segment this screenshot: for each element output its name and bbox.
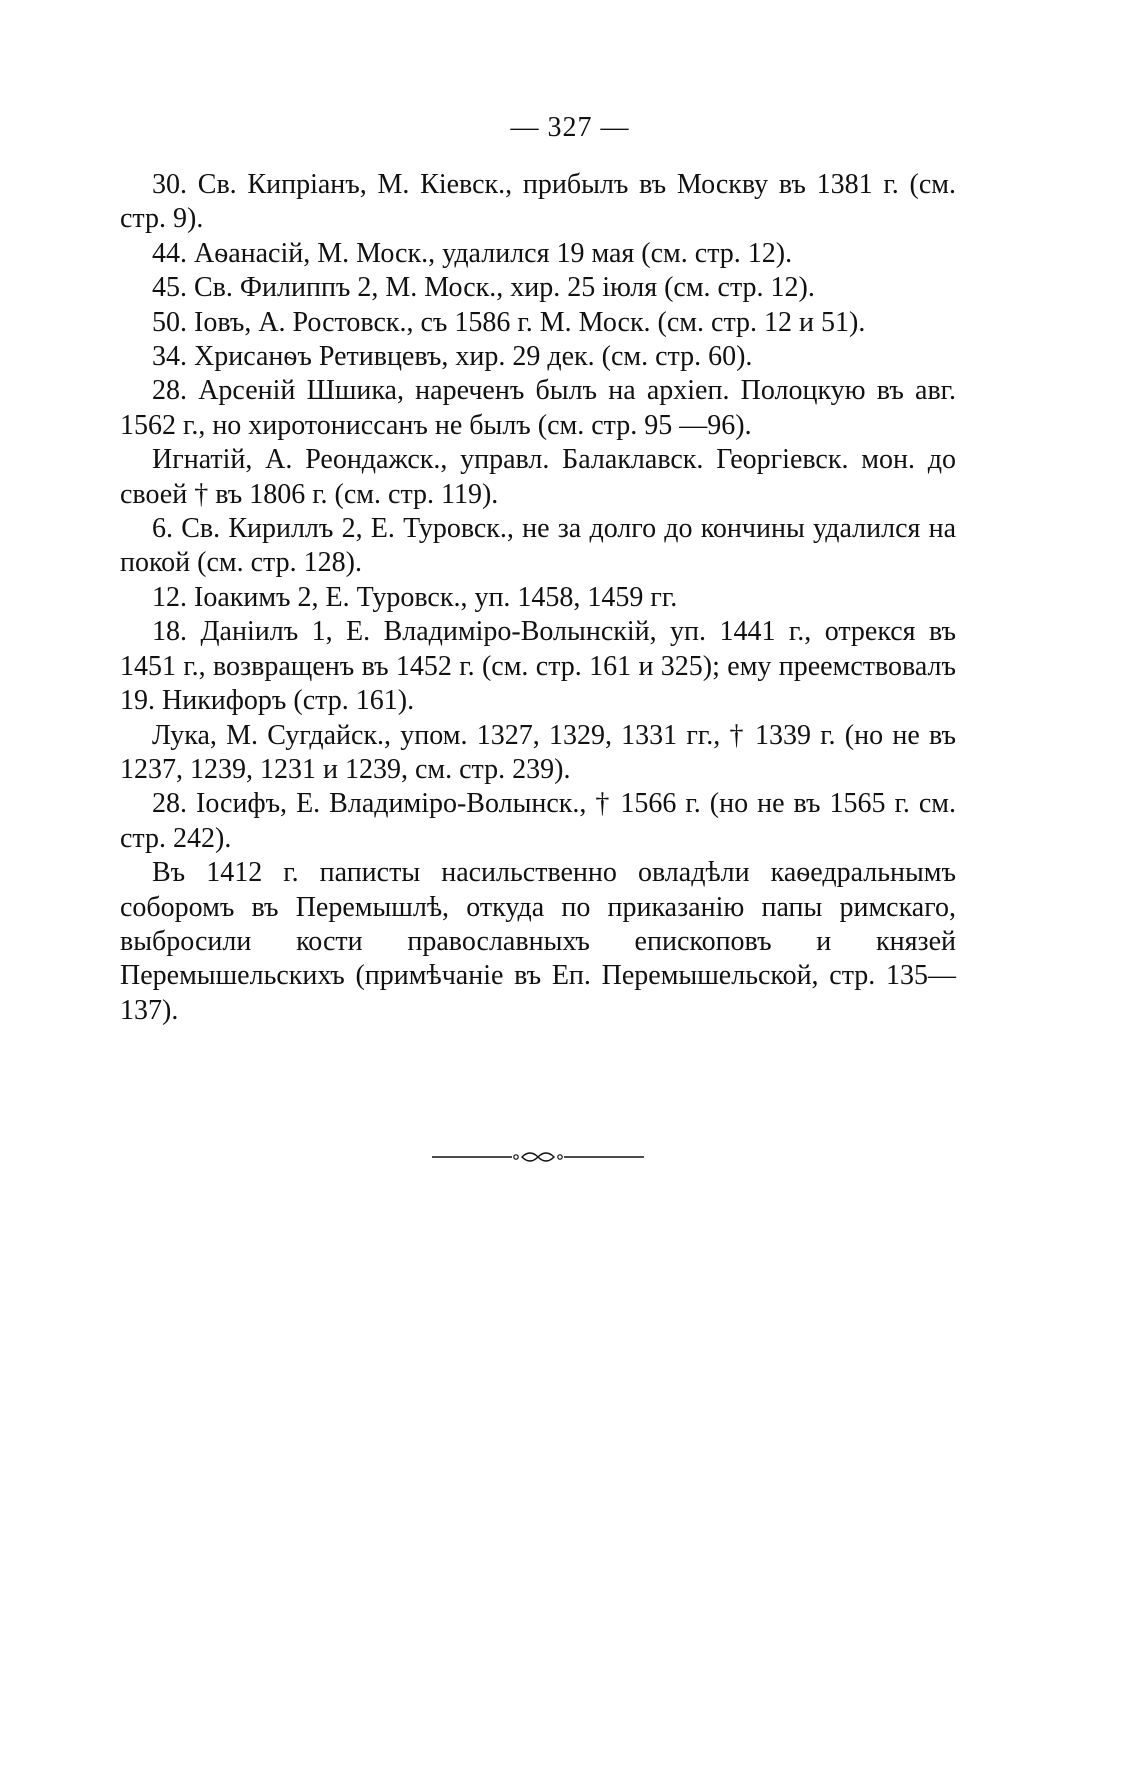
entry-daniil: 18. Даніилъ 1, Е. Владиміро-Волынскій, уп. 1441 г., отрекся въ 1451 г., возвращенъ въ 1452 г. (см. стр. 161 и 325); ему преемствовалъ 19. Никифоръ (стр. 161). xyxy=(120,616,956,717)
entry-arseniy: 28. Арсеній Шшика, нареченъ былъ на архіеп. Полоцкую въ авг. 1562 г., но хиротониссанъ не былъ (см. стр. 95 —96). xyxy=(120,375,956,441)
entry-khrisanf: 34. Хрисанѳъ Ретивцевъ, хир. 29 дек. (см. стр. 60). xyxy=(152,341,753,373)
entry-kirill: 6. Св. Кириллъ 2, Е. Туровск., не за долго до кончины удалился на покой (см. стр. 128). xyxy=(120,513,956,579)
entry-luka: Лука, М. Сугдайск., упом. 1327, 1329, 1331 гг., † 1339 г. (но не въ 1237, 1239, 1231 и 1239, см. стр. 239). xyxy=(120,719,956,785)
entry-ignatiy: Игнатій, А. Реондажск., управл. Балаклавск. Георгіевск. мон. до своей † въ 1806 г. (см. стр. 119). xyxy=(120,444,956,510)
entry-kiprian: 30. Св. Кипріанъ, М. Кіевск., прибылъ въ Москву въ 1381 г. (см. стр. 9). xyxy=(120,169,956,235)
ornamental-separator xyxy=(432,1147,644,1167)
entry-iov: 50. Іовъ, А. Ростовск., съ 1586 г. М. Моск. (см. стр. 12 и 51). xyxy=(152,306,866,338)
entry-filipp: 45. Св. Филиппъ 2, М. Моск., хир. 25 іюля (см. стр. 12). xyxy=(152,272,815,304)
closing-paragraph: Въ 1412 г. паписты насильственно овладѣли каѳедральнымъ соборомъ въ Перемышлѣ, откуда по приказанію папы римскаго, выбросили кости православныхъ епископовъ и князей Перемышельскихъ (примѣчаніе въ Еп. Перемышельской, стр. 135—137). xyxy=(120,857,956,1026)
page-number: — 327 — xyxy=(510,112,630,143)
entry-afanasiy: 44. Аѳанасій, М. Моск., удалился 19 мая (см. стр. 12). xyxy=(152,237,793,269)
entry-iosif: 28. Іосифъ, Е. Владиміро-Волынск., † 1566 г. (но не въ 1565 г. см. стр. 242). xyxy=(120,788,956,854)
entry-ioakim: 12. Іоакимъ 2, Е. Туровск., уп. 1458, 1459 гг. xyxy=(152,581,678,613)
text-body xyxy=(120,168,956,1028)
